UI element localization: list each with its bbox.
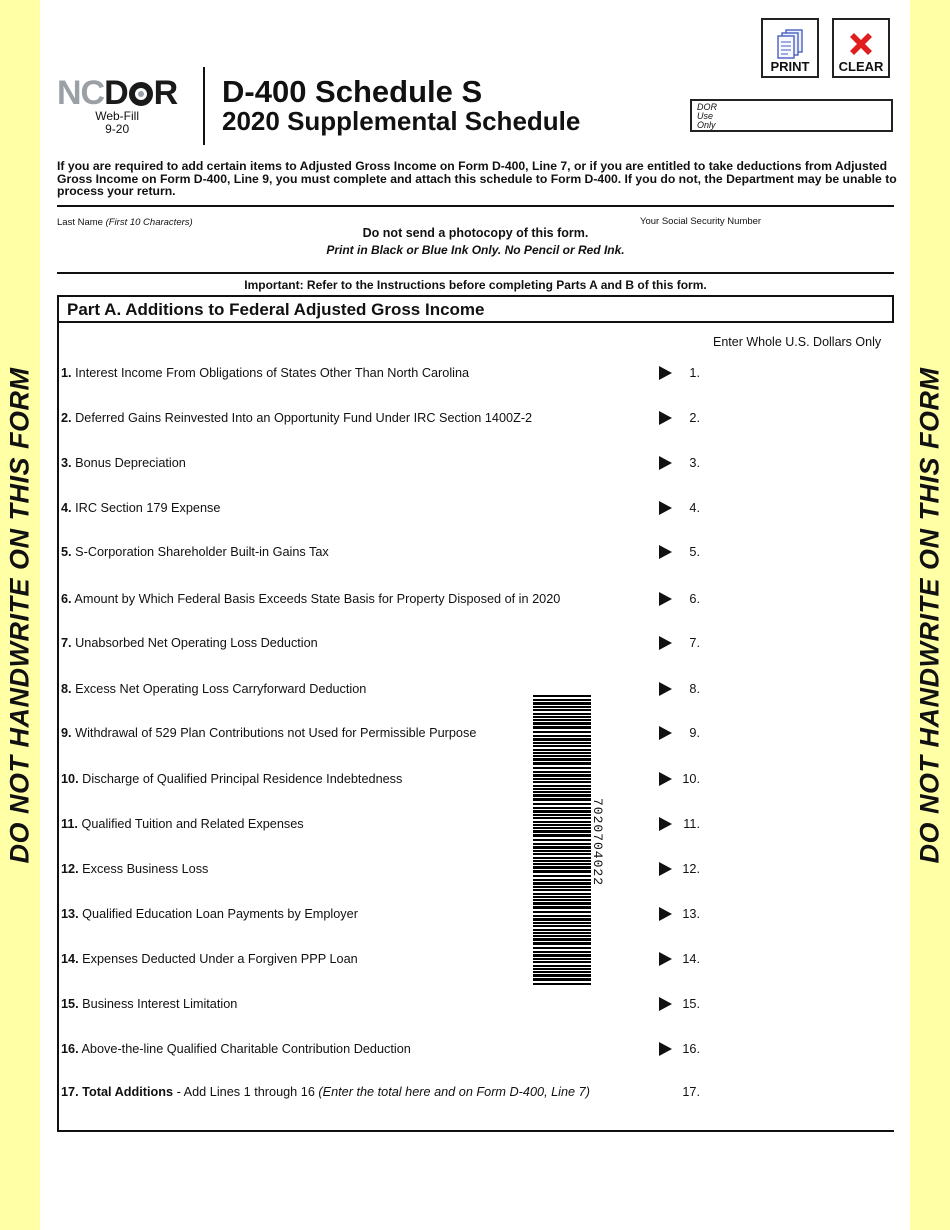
- line-arrow-icon: [659, 1042, 672, 1056]
- barcode-bar: [533, 810, 591, 813]
- barcode-bar: [533, 915, 591, 917]
- line-ref-number: 11.: [683, 817, 700, 831]
- line-amount-field[interactable]: [708, 363, 892, 385]
- line-description: Business Interest Limitation: [82, 997, 238, 1011]
- barcode-bar: [533, 798, 591, 801]
- barcode-bar: [533, 821, 591, 823]
- barcode-bar: [533, 794, 591, 797]
- barcode-bar: [533, 745, 591, 747]
- line-number: 2.: [61, 411, 72, 425]
- line-arrow-icon: [659, 682, 672, 696]
- line-arrow-icon: [659, 501, 672, 515]
- barcode-bar: [533, 896, 591, 898]
- line-number: 1.: [61, 366, 72, 380]
- line-arrow-icon: [659, 997, 672, 1011]
- barcode-bar: [533, 716, 591, 718]
- line-ref-number: 3.: [689, 456, 700, 470]
- line-number: 7.: [61, 636, 72, 650]
- line-arrow-icon: [659, 366, 672, 380]
- barcode-bar: [533, 954, 591, 957]
- barcode-bar: [533, 719, 591, 721]
- line-description: S-Corporation Shareholder Built-in Gains Tax: [75, 545, 329, 559]
- line-number: 11.: [61, 817, 78, 831]
- barcode-bar: [533, 932, 591, 934]
- barcode-bar: [533, 875, 591, 877]
- barcode-bar: [533, 958, 591, 960]
- line-ref-number: 13.: [682, 907, 700, 921]
- line-number: 3.: [61, 456, 72, 470]
- barcode: [533, 695, 591, 990]
- barcode-bar: [533, 899, 591, 901]
- barcode-bar: [533, 830, 591, 833]
- divider: [57, 205, 894, 207]
- barcode-bar: [533, 771, 591, 773]
- line-ref-number: 15.: [682, 997, 700, 1011]
- line-amount-field[interactable]: [708, 949, 892, 971]
- line-ref-number: 14.: [682, 952, 700, 966]
- line-description: Amount by Which Federal Basis Exceeds State Basis for Property Disposed of in 2020: [74, 592, 561, 606]
- form-line: [61, 997, 237, 1011]
- barcode-bar: [533, 762, 591, 765]
- form-line: [61, 862, 208, 876]
- line-arrow-icon: [659, 456, 672, 470]
- line-description: Excess Business Loss: [82, 862, 209, 876]
- line-number: 5.: [61, 545, 72, 559]
- barcode-bar: [533, 834, 591, 837]
- line-amount-field[interactable]: [708, 904, 892, 926]
- line-description: Unabsorbed Net Operating Loss Deduction: [75, 636, 318, 650]
- barcode-bar: [533, 788, 591, 790]
- barcode-bar: [533, 807, 591, 809]
- line-arrow-icon: [659, 411, 672, 425]
- form-line: [61, 592, 560, 606]
- logo-d: D: [104, 74, 128, 112]
- header-divider: [203, 67, 205, 145]
- barcode-bar: [533, 738, 591, 741]
- barcode-number: 7020704022: [590, 798, 605, 887]
- form-title: D-400 Schedule S: [222, 74, 483, 109]
- line-amount-field[interactable]: [708, 1039, 892, 1061]
- total-line-number: 17.: [61, 1085, 79, 1099]
- form-line: [61, 636, 318, 650]
- total-line-label: Total Additions: [82, 1085, 174, 1099]
- barcode-bar: [533, 906, 591, 909]
- line-ref-number: 16.: [682, 1042, 700, 1056]
- line-amount-field[interactable]: [708, 723, 892, 745]
- barcode-bar: [533, 817, 591, 819]
- barcode-bar: [533, 839, 591, 841]
- logo-r: R: [153, 74, 178, 112]
- line-description: Qualified Education Loan Payments by Employer: [82, 907, 358, 921]
- line-amount-field[interactable]: [708, 814, 892, 836]
- barcode-bar: [533, 713, 591, 715]
- line-amount-field[interactable]: [708, 453, 892, 475]
- line-arrow-icon: [659, 952, 672, 966]
- line-number: 12.: [61, 862, 79, 876]
- line-number: 16.: [61, 1042, 79, 1056]
- line-number: 9.: [61, 726, 72, 740]
- barcode-bar: [533, 755, 591, 757]
- line-arrow-icon: [659, 817, 672, 831]
- handwrite-warning-right: DO NOT HANDWRITE ON THIS FORM: [914, 367, 945, 863]
- print-label: PRINT: [770, 59, 810, 74]
- line-description: Qualified Tuition and Related Expenses: [81, 817, 304, 831]
- line-number: 14.: [61, 952, 79, 966]
- handwrite-warning-left: DO NOT HANDWRITE ON THIS FORM: [4, 367, 35, 863]
- line-arrow-icon: [659, 726, 672, 740]
- barcode-bar: [533, 918, 591, 921]
- barcode-bar: [533, 778, 591, 780]
- left-banner: [0, 0, 40, 1230]
- form-line: [61, 682, 366, 696]
- total-line-desc: - Add Lines 1 through 16: [173, 1085, 319, 1099]
- clear-x-icon: [846, 29, 876, 59]
- line-amount-field[interactable]: [708, 679, 892, 701]
- line-amount-field[interactable]: [708, 408, 892, 430]
- form-version: 9-20: [105, 122, 130, 136]
- form-line: [61, 952, 358, 966]
- barcode-bar: [533, 942, 591, 945]
- barcode-bar: [533, 803, 591, 805]
- line-description: Expenses Deducted Under a Forgiven PPP Loan: [82, 952, 358, 966]
- barcode-bar: [533, 853, 591, 855]
- line-ref-number: 7.: [689, 636, 700, 650]
- line-number: 4.: [61, 501, 72, 515]
- logo-o-mark: [129, 82, 153, 106]
- line-ref-number: 9.: [689, 726, 700, 740]
- line-arrow-icon: [659, 907, 672, 921]
- barcode-bar: [533, 726, 591, 729]
- barcode-bar: [533, 870, 591, 873]
- barcode-bar: [533, 781, 591, 783]
- line-ref-number: 4.: [689, 501, 700, 515]
- barcode-bar: [533, 902, 591, 905]
- barcode-bar: [533, 961, 591, 963]
- barcode-bar: [533, 935, 591, 937]
- barcode-bar: [533, 866, 591, 869]
- barcode-bar: [533, 706, 591, 708]
- form-line: [61, 411, 532, 425]
- line-description: Discharge of Qualified Principal Residence Indebtedness: [82, 772, 403, 786]
- barcode-bar: [533, 843, 591, 845]
- form-line: [61, 456, 186, 470]
- barcode-bar: [533, 827, 591, 829]
- barcode-bar: [533, 752, 591, 754]
- form-line: [61, 545, 329, 559]
- barcode-bar: [533, 814, 591, 816]
- line-ref-number: 8.: [689, 682, 700, 696]
- ncdor-logo: [57, 76, 177, 136]
- total-line-ref: 17.: [682, 1085, 700, 1099]
- barcode-bar: [533, 925, 591, 927]
- logo-nc: NC: [57, 74, 105, 112]
- barcode-bar: [533, 758, 591, 761]
- line-description: IRC Section 179 Expense: [75, 501, 221, 515]
- barcode-bar: [533, 722, 591, 725]
- barcode-bar: [533, 774, 591, 777]
- barcode-bar: [533, 911, 591, 913]
- line-ref-number: 10.: [682, 772, 700, 786]
- print-button[interactable]: [761, 18, 819, 78]
- line-arrow-icon: [659, 772, 672, 786]
- barcode-bar: [533, 886, 591, 888]
- barcode-bar: [533, 978, 591, 981]
- barcode-bar: [533, 965, 591, 967]
- line-description: Excess Net Operating Loss Carryforward Deduction: [75, 682, 367, 696]
- barcode-bar: [533, 785, 591, 787]
- barcode-bar: [533, 749, 591, 751]
- total-line-note: (Enter the total here and on Form D-400, Line 7): [318, 1085, 590, 1099]
- barcode-bar: [533, 971, 591, 973]
- print-icon: [776, 29, 804, 59]
- form-line: [61, 501, 220, 515]
- barcode-bar: [533, 922, 591, 924]
- photocopy-note: Do not send a photocopy of this form.: [362, 226, 589, 240]
- line-number: 6.: [61, 592, 72, 606]
- ink-note: Print in Black or Blue Ink Only. No Pencil or Red Ink.: [326, 243, 625, 257]
- line-arrow-icon: [659, 862, 672, 876]
- dor-use-line-3: Only: [697, 120, 716, 130]
- barcode-bar: [533, 767, 591, 769]
- barcode-bar: [533, 850, 591, 852]
- barcode-bar: [533, 709, 591, 711]
- last-name-note: (First 10 Characters): [105, 217, 193, 228]
- line-amount-field[interactable]: [708, 994, 892, 1016]
- form-subtitle: 2020 Supplemental Schedule: [222, 106, 581, 136]
- barcode-bar: [533, 791, 591, 793]
- barcode-bar: [533, 702, 591, 705]
- line-amount-field[interactable]: [708, 542, 892, 564]
- line-number: 8.: [61, 682, 72, 696]
- line-ref-number: 1.: [689, 366, 700, 380]
- line-ref-number: 5.: [689, 545, 700, 559]
- form-line: [61, 726, 476, 740]
- last-name-text: Last Name: [57, 217, 103, 228]
- barcode-bar: [533, 889, 591, 891]
- total-line: [61, 1085, 590, 1099]
- barcode-bar: [533, 699, 591, 701]
- line-description: Deferred Gains Reinvested Into an Opportunity Fund Under IRC Section 1400Z-2: [75, 411, 533, 425]
- barcode-bar: [533, 974, 591, 977]
- barcode-bar: [533, 882, 591, 885]
- dor-use-line-2: Use: [697, 111, 714, 121]
- line-description: Above-the-line Qualified Charitable Contribution Deduction: [81, 1042, 411, 1056]
- form-line: [61, 817, 304, 831]
- barcode-bar: [533, 893, 591, 895]
- dor-use-box: [690, 99, 893, 132]
- barcode-bar: [533, 860, 591, 862]
- barcode-bar: [533, 695, 591, 697]
- line-description: Withdrawal of 529 Plan Contributions not Used for Permissible Purpose: [75, 726, 477, 740]
- barcode-bar: [533, 824, 591, 826]
- line-number: 10.: [61, 772, 79, 786]
- form-line: [61, 772, 402, 786]
- barcode-bar: [533, 879, 591, 881]
- barcode-bar: [533, 863, 591, 865]
- line-amount-field[interactable]: [708, 633, 892, 655]
- line-description: Bonus Depreciation: [75, 456, 186, 470]
- intro-paragraph: If you are required to add certain items to Adjusted Gross Income on Form D-400, Line 7, or if you are entitled to take deductions from Adjusted Gross Income on Form D-400, Line 9, you must complete and attach this schedule to Form D-400. If you do not, the Department may be unable to process your return.: [57, 159, 897, 198]
- line-amount-field[interactable]: [708, 498, 892, 520]
- total-additions-field[interactable]: [708, 1082, 892, 1104]
- dor-use-line-1: DOR: [697, 102, 717, 112]
- line-amount-field[interactable]: [708, 589, 892, 611]
- barcode-bar: [533, 968, 591, 970]
- right-banner: [910, 0, 950, 1230]
- line-arrow-icon: [659, 636, 672, 650]
- barcode-bar: [533, 735, 591, 737]
- line-amount-field[interactable]: [708, 769, 892, 791]
- barcode-bar: [533, 983, 591, 985]
- part-a-header: [57, 295, 894, 323]
- divider: [57, 272, 894, 274]
- line-ref-number: 6.: [689, 592, 700, 606]
- clear-label: CLEAR: [838, 59, 884, 74]
- form-line: [61, 366, 469, 380]
- line-ref-number: 12.: [682, 862, 700, 876]
- line-amount-field[interactable]: [708, 859, 892, 881]
- barcode-bar: [533, 742, 591, 744]
- line-ref-number: 2.: [689, 411, 700, 425]
- line-number: 15.: [61, 997, 79, 1011]
- form-line: [61, 907, 358, 921]
- barcode-bar: [533, 846, 591, 849]
- line-arrow-icon: [659, 545, 672, 559]
- dollars-note: Enter Whole U.S. Dollars Only: [713, 335, 882, 349]
- clear-button[interactable]: [832, 18, 890, 78]
- ssn-label: Your Social Security Number: [640, 216, 762, 227]
- line-description: Interest Income From Obligations of States Other Than North Carolina: [75, 366, 470, 380]
- part-a-title: Part A. Additions to Federal Adjusted Gross Income: [67, 300, 485, 319]
- line-arrow-icon: [659, 592, 672, 606]
- barcode-bar: [533, 951, 591, 953]
- barcode-bar: [533, 731, 591, 733]
- barcode-bar: [533, 929, 591, 931]
- form-line: [61, 1042, 411, 1056]
- web-fill-label: Web-Fill: [95, 109, 139, 123]
- barcode-bar: [533, 857, 591, 859]
- barcode-bar: [533, 938, 591, 941]
- line-number: 13.: [61, 907, 79, 921]
- barcode-bar: [533, 947, 591, 949]
- important-note: Important: Refer to the Instructions before completing Parts A and B of this form.: [244, 278, 707, 292]
